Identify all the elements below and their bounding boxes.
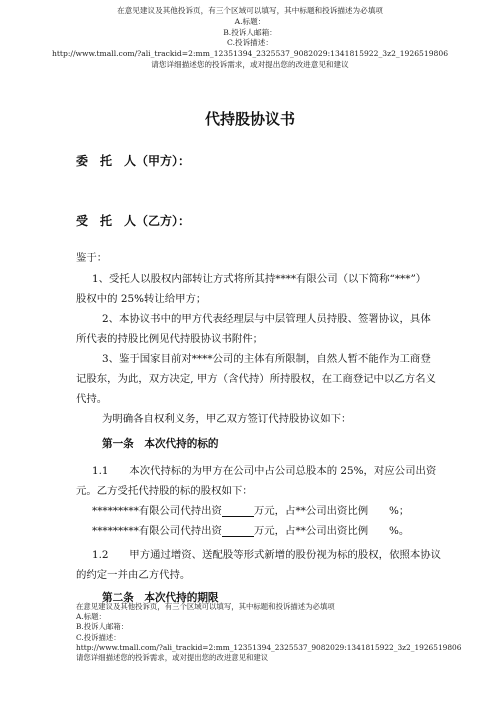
header-url: http://www.tmall.com/?ali_trackid=2:mm_12351394_2325537_9082029:1341815922_3z2_1926519806 bbox=[51, 49, 449, 59]
paragraph-3-line-2: 记股东，为此，双方决定, 甲方（含代持）所持股权，在工商登记中以乙方名义 bbox=[76, 373, 436, 385]
page-header-note bbox=[0, 6, 500, 71]
clause-1-1-line-1: 1.1 本次代持标的为甲方在公司中占公司总股本的 25%，对应公司出资 bbox=[92, 465, 437, 477]
article-1-heading: 第一条 本次代持的标的 bbox=[102, 438, 219, 450]
stake-row-company: *********有限公司代持出资 bbox=[92, 525, 222, 537]
paragraph-1-line-1: 1、受托人以股权内部转让方式将所其持****有限公司（以下简称“***”） bbox=[92, 273, 427, 285]
header-line: 在意见建议及其他投诉页，有三个区域可以填写，其中标题和投诉描述为必填项 bbox=[117, 6, 383, 15]
footer-line: B.投诉人邮箱： bbox=[76, 622, 129, 632]
party-b-label: 受 托 人（乙方）： bbox=[76, 214, 191, 228]
clause-1-2-line-2: 的约定一并由乙方代持。 bbox=[76, 569, 191, 581]
paragraph-3-line-3: 代持。 bbox=[76, 393, 108, 405]
footer-line: C.投诉描述： bbox=[76, 632, 121, 642]
party-a-label: 委 托 人（甲方）： bbox=[76, 154, 191, 168]
fill-blank bbox=[222, 505, 254, 517]
footer-url: http://www.tmall.com/?ali_trackid=2:mm_12351394_2325537_9082029:1341815922_3z2_1926519806 bbox=[76, 642, 462, 652]
header-line: B.投诉人邮箱： bbox=[223, 27, 277, 37]
paragraph-3-line-1: 3、鉴于国家目前对****公司的主体有所限制，自然人暂不能作为工商登 bbox=[102, 353, 431, 365]
clause-1-2-line-1: 1.2 甲方通过增资、送配股等形式新增的股份视为标的股权，依照本协议 bbox=[92, 549, 442, 561]
header-line: A.标题： bbox=[234, 16, 266, 26]
paragraph-2-line-2: 所代表的持股比例见代持股协议书附件； bbox=[76, 333, 264, 345]
stake-row-2 bbox=[92, 522, 409, 537]
footer-line: 在意见建议及其他投诉页，有三个区域可以填写，其中标题和投诉描述为必填项 bbox=[76, 602, 335, 611]
stake-row-company: *********有限公司代持出资 bbox=[92, 505, 222, 517]
paragraph-1-line-2: 股权中的 25%转让给甲方； bbox=[76, 293, 207, 305]
stake-row-ratio: 万元，占**公司出资比例 %； bbox=[253, 505, 410, 517]
whereas-heading: 鉴于： bbox=[76, 252, 108, 264]
page-footer-note bbox=[76, 602, 461, 663]
article-2-heading: 第二条 本次代持的期限 bbox=[102, 592, 219, 604]
document-title: 代持股协议书 bbox=[204, 110, 295, 128]
clause-1-1-line-2: 元。乙方受托代持股的标的股权如下： bbox=[76, 485, 253, 497]
stake-row-ratio: 万元，占**公司出资比例 %。 bbox=[253, 525, 410, 537]
footer-line: A.标题： bbox=[76, 612, 106, 622]
paragraph-2-line-1: 2、本协议书中的甲方代表经理层与中层管理人员持股、签署协议，具体 bbox=[102, 313, 431, 325]
footer-line: 请您详细描述您的投诉需求，或对提出您的改进意见和建议 bbox=[76, 653, 269, 663]
header-line: C.投诉描述： bbox=[227, 38, 273, 48]
header-line: 请您详细描述您的投诉需求，或对提出您的改进意见和建议 bbox=[151, 59, 349, 69]
paragraph-4: 为明确各自权利义务，甲乙双方签订代持股协议如下： bbox=[102, 413, 352, 425]
fill-blank bbox=[222, 525, 254, 537]
stake-row-1 bbox=[92, 502, 409, 517]
